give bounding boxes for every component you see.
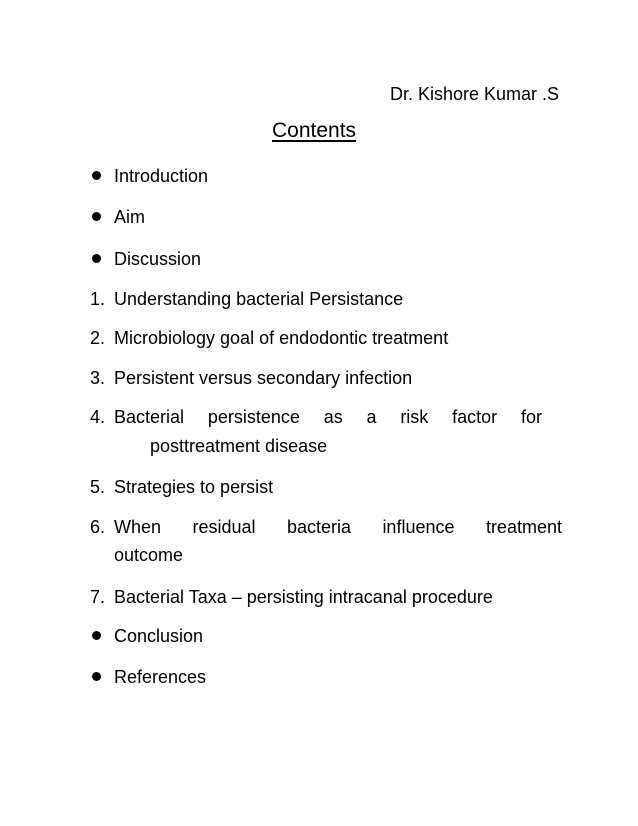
item-text: Understanding bacterial Persistance [114, 289, 404, 309]
word: treatment [485, 517, 562, 537]
numbered-item-3 [90, 367, 412, 389]
item-number: 5. [90, 477, 106, 497]
list-item-label: Conclusion [114, 626, 204, 646]
item-number: 4. [90, 407, 106, 427]
numbered-item-1 [90, 288, 403, 310]
word: risk [400, 407, 429, 427]
item-number: 3. [90, 368, 106, 388]
list-item-label: Discussion [114, 249, 202, 269]
item-text: Persistent versus secondary infection [114, 368, 413, 388]
list-item-label: References [114, 667, 207, 687]
numbered-item-4-continuation: posttreatment disease [150, 436, 328, 456]
word: factor [452, 407, 498, 427]
numbered-item-6 [90, 516, 562, 538]
bullet-icon [92, 212, 101, 221]
item-number: 7. [90, 587, 106, 607]
word: influence [382, 517, 455, 537]
author-name: Dr. Kishore Kumar .S [390, 84, 560, 104]
numbered-item-7 [90, 586, 493, 608]
item-text: Microbiology goal of endodontic treatment [114, 328, 449, 348]
item-text [114, 516, 562, 538]
word: as [323, 407, 343, 427]
word: Bacterial [114, 407, 185, 427]
page-title: Contents [272, 119, 357, 142]
numbered-item-5 [90, 476, 273, 498]
numbered-item-4 [90, 406, 542, 428]
item-number: 6. [90, 517, 106, 537]
word: for [520, 407, 542, 427]
numbered-item-6-continuation: outcome [114, 545, 184, 565]
bullet-icon [92, 254, 101, 263]
bullet-icon [92, 631, 101, 640]
item-number: 2. [90, 328, 106, 348]
item-text [114, 406, 542, 428]
word: a [366, 407, 377, 427]
list-item-label: Aim [114, 207, 145, 227]
word: When [114, 517, 162, 537]
word: residual [192, 517, 256, 537]
bullet-icon [92, 171, 101, 180]
numbered-item-2 [90, 327, 448, 349]
word: persistence [207, 407, 300, 427]
word: bacteria [286, 517, 351, 537]
item-number: 1. [90, 289, 106, 309]
item-text: Bacterial Taxa – persisting intracanal procedure [114, 587, 493, 607]
list-item-label: Introduction [114, 166, 209, 186]
item-text: Strategies to persist [114, 477, 274, 497]
bullet-icon [92, 672, 101, 681]
